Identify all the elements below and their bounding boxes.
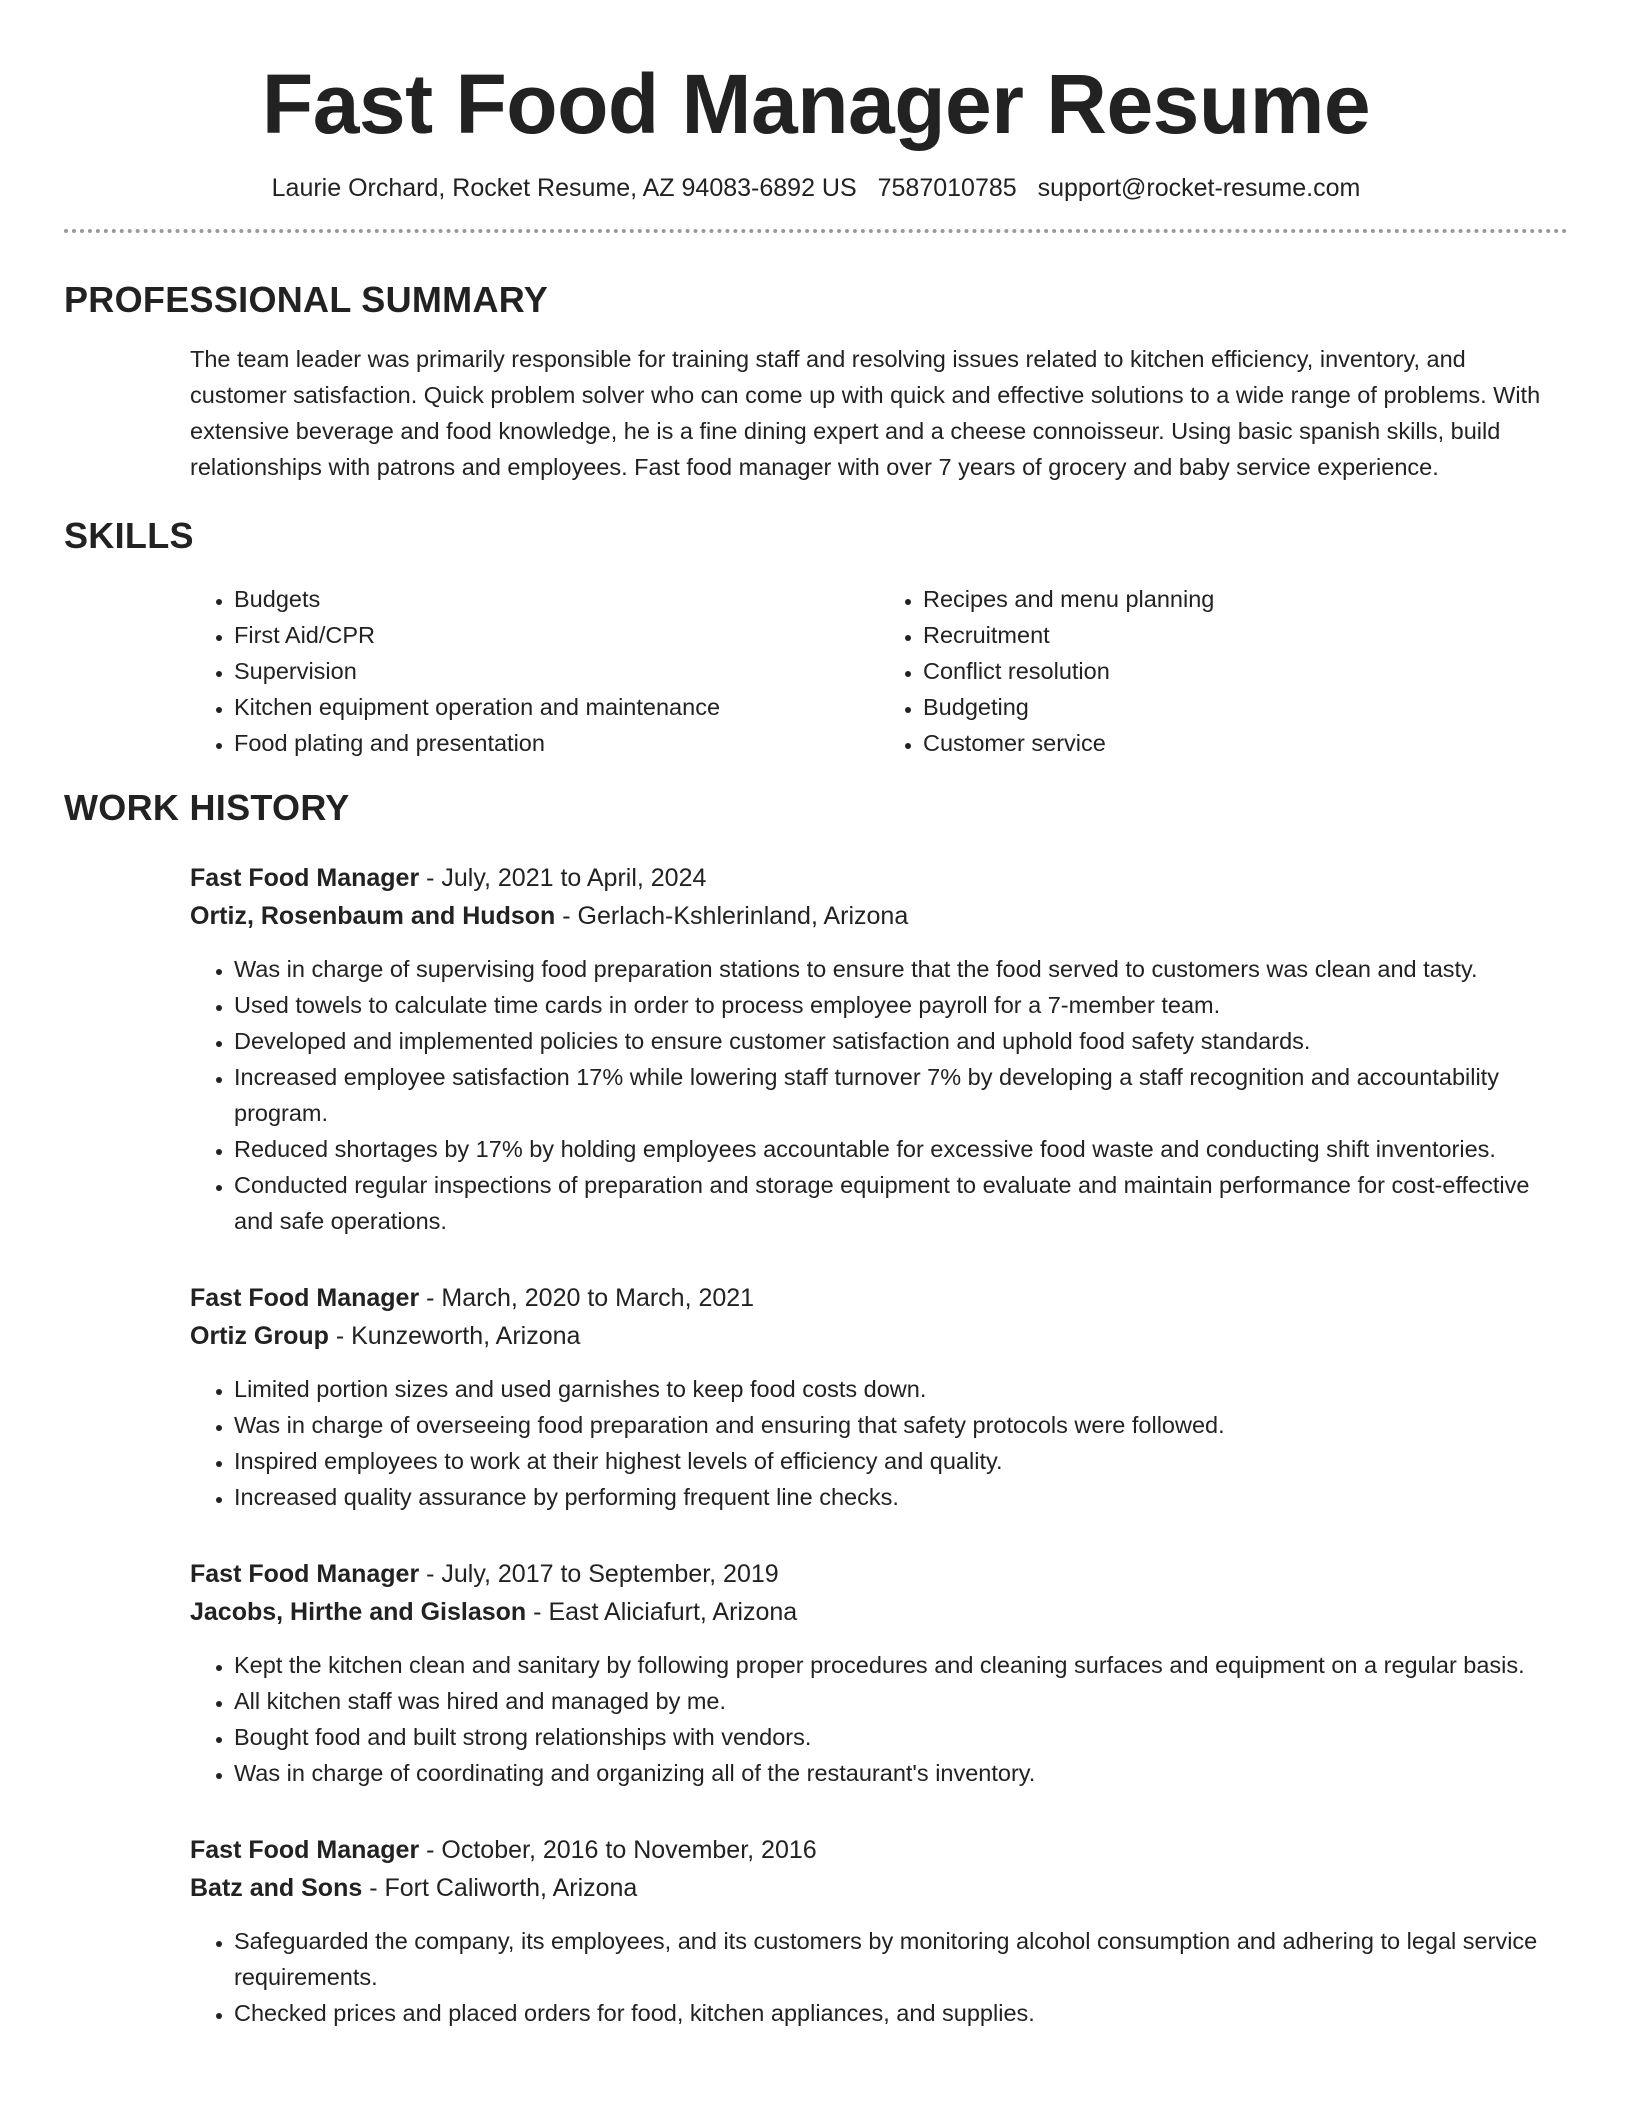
work-history-list: [190, 859, 1568, 2031]
job-entry: [190, 859, 1568, 1239]
skill-item: • Budgets: [234, 581, 879, 617]
job-title: Fast Food Manager: [190, 1284, 420, 1312]
job-title-line: Fast Food Manager - March, 2020 to March, 2021: [190, 1284, 755, 1312]
skill-item: • Conflict resolution: [923, 653, 1568, 689]
job-bullet: • Was in charge of overseeing food preparation and ensuring that safety protocols were followed.: [234, 1407, 1568, 1443]
job-bullets: [190, 951, 1568, 1239]
skill-item: • Supervision: [234, 653, 879, 689]
work-history-heading: WORK HISTORY: [64, 787, 350, 828]
job-company: Ortiz, Rosenbaum and Hudson: [190, 902, 556, 930]
job-bullet: • Checked prices and placed orders for food, kitchen appliances, and supplies.: [234, 1995, 1568, 2031]
job-bullet: • Limited portion sizes and used garnishes to keep food costs down.: [234, 1371, 1568, 1407]
job-bullet: • Inspired employees to work at their highest levels of efficiency and quality.: [234, 1443, 1568, 1479]
job-title-line: Fast Food Manager - October, 2016 to November, 2016: [190, 1836, 817, 1864]
job-entry: [190, 1555, 1568, 1791]
job-company: Jacobs, Hirthe and Gislason: [190, 1598, 527, 1626]
job-location: Gerlach-Kshlerinland, Arizona: [577, 902, 909, 930]
job-bullets: [190, 1923, 1568, 2031]
job-dates: March, 2020 to March, 2021: [441, 1284, 755, 1312]
job-dates: July, 2021 to April, 2024: [441, 864, 707, 892]
skill-item: • Kitchen equipment operation and maintenance: [234, 689, 879, 725]
job-location: Kunzeworth, Arizona: [351, 1322, 581, 1350]
job-title: Fast Food Manager: [190, 864, 420, 892]
job-bullet: • Kept the kitchen clean and sanitary by following proper procedures and cleaning surfaces and equipment on a regular basis.: [234, 1647, 1568, 1683]
job-bullets: [190, 1371, 1568, 1515]
contact-email: support@rocket-resume.com: [1037, 174, 1361, 202]
job-bullet: • Was in charge of coordinating and organizing all of the restaurant's inventory.: [234, 1755, 1568, 1791]
contact-phone: 7587010785: [877, 174, 1017, 202]
skill-item: • Customer service: [923, 725, 1568, 761]
job-dates: October, 2016 to November, 2016: [441, 1836, 817, 1864]
skills-heading: SKILLS: [64, 515, 194, 556]
skill-item: • Recruitment: [923, 617, 1568, 653]
job-company-line: Jacobs, Hirthe and Gislason - East Aliciafurt, Arizona: [190, 1598, 798, 1626]
job-bullet: • Bought food and built strong relationships with vendors.: [234, 1719, 1568, 1755]
job-entry: [190, 1831, 1568, 2031]
job-bullets: [190, 1647, 1568, 1791]
job-title-line: Fast Food Manager - July, 2017 to September, 2019: [190, 1560, 779, 1588]
job-bullet: • Reduced shortages by 17% by holding employees accountable for excessive food waste and conducting shift inventories.: [234, 1131, 1568, 1167]
skills-column-right: [879, 581, 1568, 761]
resume-title: Fast Food Manager Resume: [261, 57, 1371, 151]
skill-item: • First Aid/CPR: [234, 617, 879, 653]
job-title: Fast Food Manager: [190, 1560, 420, 1588]
job-company: Ortiz Group: [190, 1322, 329, 1350]
job-bullet: • Increased employee satisfaction 17% while lowering staff turnover 7% by developing a staff recognition and accountability program.: [234, 1059, 1568, 1131]
contact-line: [64, 174, 1568, 203]
skills-column-left: [190, 581, 879, 761]
contact-address: Laurie Orchard, Rocket Resume, AZ 94083-6892 US: [271, 174, 857, 202]
job-company-line: Ortiz, Rosenbaum and Hudson - Gerlach-Kshlerinland, Arizona: [190, 902, 909, 930]
job-company-line: Ortiz Group - Kunzeworth, Arizona: [190, 1322, 581, 1350]
skill-item: • Budgeting: [923, 689, 1568, 725]
job-bullet: • Increased quality assurance by performing frequent line checks.: [234, 1479, 1568, 1515]
skill-item: • Recipes and menu planning: [923, 581, 1568, 617]
job-entry: [190, 1279, 1568, 1515]
job-bullet: • Used towels to calculate time cards in order to process employee payroll for a 7-member team.: [234, 987, 1568, 1023]
summary-heading: PROFESSIONAL SUMMARY: [64, 279, 549, 320]
job-company: Batz and Sons: [190, 1874, 363, 1902]
job-bullet: • Was in charge of supervising food preparation stations to ensure that the food served to customers was clean and tasty.: [234, 951, 1568, 987]
job-bullet: • Developed and implemented policies to ensure customer satisfaction and uphold food safety standards.: [234, 1023, 1568, 1059]
job-title: Fast Food Manager: [190, 1836, 420, 1864]
skills-list: [190, 581, 1568, 761]
job-location: Fort Caliworth, Arizona: [384, 1874, 638, 1902]
job-dates: July, 2017 to September, 2019: [441, 1560, 779, 1588]
job-company-line: Batz and Sons - Fort Caliworth, Arizona: [190, 1874, 638, 1902]
header-divider: [64, 229, 1568, 233]
job-bullet: • All kitchen staff was hired and managed by me.: [234, 1683, 1568, 1719]
summary-text: The team leader was primarily responsible for training staff and resolving issues related to kitchen efficiency, inventory, and customer satisfaction. Quick problem solver who can come up with quick and effective solutions to a wide range of problems. With extensive beverage and food knowledge, he is a fine dining expert and a cheese connoisseur. Using basic spanish skills, build relationships with patrons and employees. Fast food manager with over 7 years of grocery and baby service experience.: [190, 346, 1541, 480]
job-bullet: • Safeguarded the company, its employees, and its customers by monitoring alcohol consumption and adhering to legal service requirements.: [234, 1923, 1568, 1995]
skill-item: • Food plating and presentation: [234, 725, 879, 761]
job-location: East Aliciafurt, Arizona: [548, 1598, 798, 1626]
job-title-line: Fast Food Manager - July, 2021 to April, 2024: [190, 864, 707, 892]
job-bullet: • Conducted regular inspections of preparation and storage equipment to evaluate and maintain performance for cost-effective and safe operations.: [234, 1167, 1568, 1239]
